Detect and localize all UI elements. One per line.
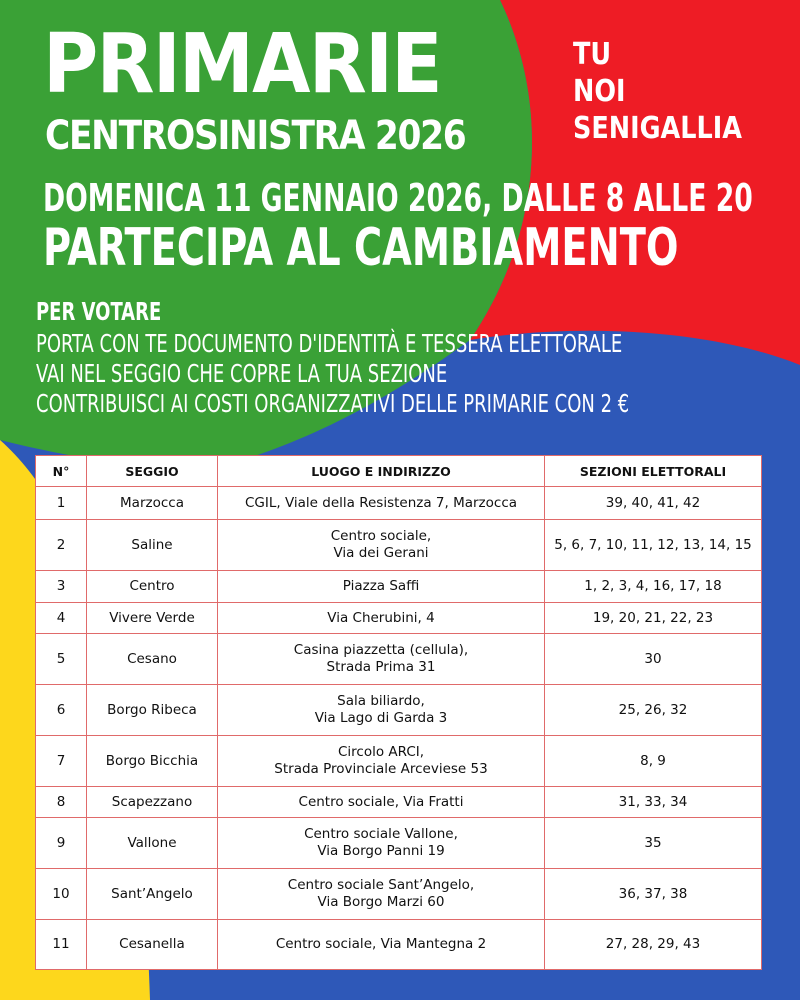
table-row xyxy=(36,487,762,520)
table-row xyxy=(36,634,762,685)
luogo-line: Centro sociale, Via Fratti xyxy=(298,793,464,810)
cell-sezioni: 19, 20, 21, 22, 23 xyxy=(545,603,762,634)
cell-number: 11 xyxy=(36,920,87,970)
luogo-line: Via Lago di Garda 3 xyxy=(314,710,448,726)
luogo-line: Centro sociale Sant’Angelo, xyxy=(287,877,475,893)
cell-luogo xyxy=(218,634,545,685)
cell-number: 2 xyxy=(36,520,87,571)
header-seggio: SEGGIO xyxy=(87,456,218,487)
cell-number: 6 xyxy=(36,685,87,736)
slogan xyxy=(573,36,742,147)
cell-sezioni: 1, 2, 3, 4, 16, 17, 18 xyxy=(545,571,762,603)
luogo-line: Strada Prima 31 xyxy=(326,659,436,675)
cell-seggio: Centro xyxy=(87,571,218,603)
cell-seggio: Cesanella xyxy=(87,920,218,970)
luogo-line: Via dei Gerani xyxy=(333,545,429,561)
slogan-line: TU xyxy=(573,37,612,72)
cell-sezioni: 31, 33, 34 xyxy=(545,787,762,818)
cell-luogo xyxy=(218,520,545,571)
cell-luogo xyxy=(218,571,545,603)
luogo-line: Sala biliardo, xyxy=(337,693,425,709)
cell-sezioni: 8, 9 xyxy=(545,736,762,787)
table-row xyxy=(36,571,762,603)
cell-luogo xyxy=(218,869,545,920)
cell-seggio: Scapezzano xyxy=(87,787,218,818)
cell-sezioni: 25, 26, 32 xyxy=(545,685,762,736)
voting-instructions xyxy=(36,295,629,419)
call-to-action: PARTECIPA AL CAMBIAMENTO xyxy=(43,218,679,278)
luogo-line: Strada Provinciale Arceviese 53 xyxy=(274,761,488,777)
cell-luogo xyxy=(218,487,545,520)
cell-number: 4 xyxy=(36,603,87,634)
instructions-heading: PER VOTARE xyxy=(36,297,162,326)
cell-seggio: Saline xyxy=(87,520,218,571)
cell-luogo xyxy=(218,920,545,970)
cell-seggio: Borgo Bicchia xyxy=(87,736,218,787)
instruction-line: PORTA CON TE DOCUMENTO D'IDENTITÀ E TESSERA ELETTORALE xyxy=(36,329,623,358)
cell-number: 10 xyxy=(36,869,87,920)
table-row xyxy=(36,787,762,818)
cell-sezioni: 35 xyxy=(545,818,762,869)
header-luogo: LUOGO E INDIRIZZO xyxy=(218,456,545,487)
luogo-line: Via Borgo Marzi 60 xyxy=(317,894,445,910)
table-row xyxy=(36,685,762,736)
luogo-line: CGIL, Viale della Resistenza 7, Marzocca xyxy=(244,494,518,511)
cell-number: 5 xyxy=(36,634,87,685)
header-number: N° xyxy=(36,456,87,487)
cell-number: 8 xyxy=(36,787,87,818)
event-date: DOMENICA 11 GENNAIO 2026, DALLE 8 ALLE 20 xyxy=(43,176,753,220)
cell-sezioni: 39, 40, 41, 42 xyxy=(545,487,762,520)
slogan-line: NOI xyxy=(573,74,626,109)
cell-luogo xyxy=(218,818,545,869)
cell-seggio: Cesano xyxy=(87,634,218,685)
page-title: PRIMARIE xyxy=(43,17,441,112)
cell-seggio: Borgo Ribeca xyxy=(87,685,218,736)
instruction-line: CONTRIBUISCI AI COSTI ORGANIZZATIVI DELLE PRIMARIE CON 2 € xyxy=(36,389,630,418)
table-row xyxy=(36,520,762,571)
cell-number: 1 xyxy=(36,487,87,520)
luogo-line: Circolo ARCI, xyxy=(337,744,425,760)
table-row xyxy=(36,818,762,869)
cell-seggio: Vallone xyxy=(87,818,218,869)
header-sezioni: SEZIONI ELETTORALI xyxy=(545,456,762,487)
cell-seggio: Vivere Verde xyxy=(87,603,218,634)
cell-seggio: Sant’Angelo xyxy=(87,869,218,920)
page-subtitle: CENTROSINISTRA 2026 xyxy=(45,113,466,159)
cell-luogo xyxy=(218,603,545,634)
cell-sezioni: 30 xyxy=(545,634,762,685)
cell-seggio: Marzocca xyxy=(87,487,218,520)
cell-sezioni: 36, 37, 38 xyxy=(545,869,762,920)
table-header-row xyxy=(36,456,762,487)
luogo-line: Via Cherubini, 4 xyxy=(327,609,435,626)
luogo-line: Casina piazzetta (cellula), xyxy=(293,642,469,658)
table-row xyxy=(36,603,762,634)
polling-stations-table xyxy=(35,455,762,970)
cell-luogo xyxy=(218,736,545,787)
cell-number: 9 xyxy=(36,818,87,869)
table-body xyxy=(36,487,762,970)
cell-luogo xyxy=(218,685,545,736)
table-row xyxy=(36,736,762,787)
slogan-line: SENIGALLIA xyxy=(573,111,743,146)
cell-number: 7 xyxy=(36,736,87,787)
instruction-line: VAI NEL SEGGIO CHE COPRE LA TUA SEZIONE xyxy=(36,359,448,388)
cell-sezioni: 5, 6, 7, 10, 11, 12, 13, 14, 15 xyxy=(545,520,762,571)
cell-luogo xyxy=(218,787,545,818)
table-row xyxy=(36,920,762,970)
luogo-line: Centro sociale, xyxy=(330,528,432,544)
table-row xyxy=(36,869,762,920)
cell-sezioni: 27, 28, 29, 43 xyxy=(545,920,762,970)
cell-number: 3 xyxy=(36,571,87,603)
luogo-line: Via Borgo Panni 19 xyxy=(317,843,445,859)
luogo-line: Centro sociale, Via Mantegna 2 xyxy=(275,936,487,952)
luogo-line: Centro sociale Vallone, xyxy=(304,826,458,842)
luogo-line: Piazza Saffi xyxy=(342,578,420,594)
